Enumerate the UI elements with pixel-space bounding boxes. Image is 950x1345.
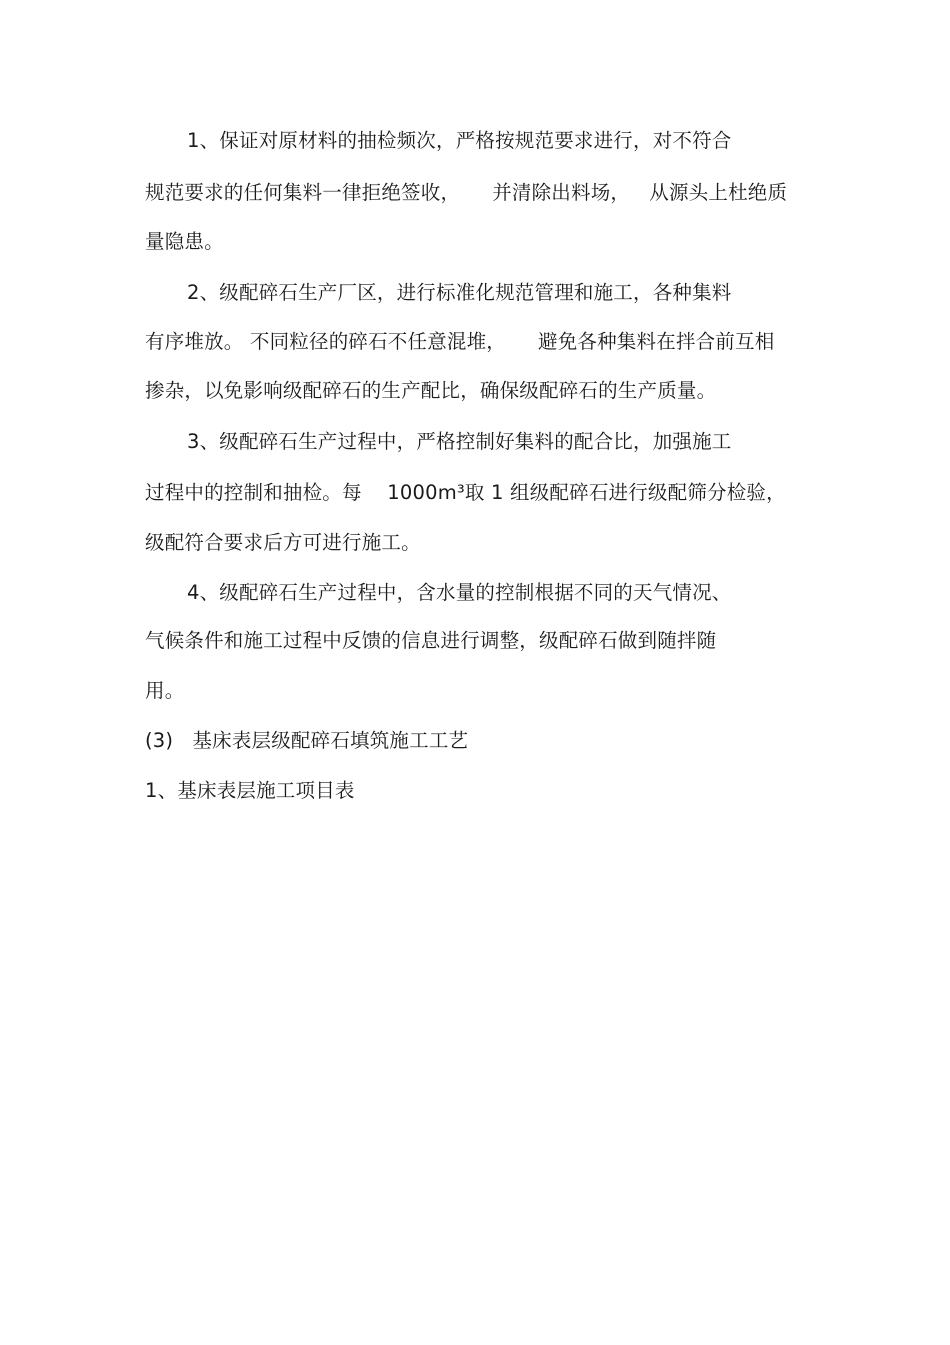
- paragraph-1-line-3: 量隐患。: [145, 230, 224, 253]
- paragraph-4-line-1: 4、级配碎石生产过程中，含水量的控制根据不同的天气情况、: [187, 581, 732, 604]
- paragraph-3-line-1: 3、级配碎石生产过程中，严格控制好集料的配合比，加强施工: [187, 430, 732, 453]
- section-heading: (3) 基床表层级配碎石填筑施工工艺: [145, 729, 469, 752]
- paragraph-2-line-2: 有序堆放。 不同粒径的碎石不任意混堆， 避免各种集料在拌合前互相: [145, 330, 775, 353]
- paragraph-2-line-3: 掺杂，以免影响级配碎石的生产配比，确保级配碎石的生产质量。: [145, 379, 717, 402]
- paragraph-3-line-3: 级配符合要求后方可进行施工。: [145, 531, 421, 554]
- paragraph-3-line-2: 过程中的控制和抽检。每 1000m³取 1 组级配碎石进行级配筛分检验，: [145, 481, 786, 504]
- paragraph-4-line-2: 气候条件和施工过程中反馈的信息进行调整，级配碎石做到随拌随: [145, 629, 717, 652]
- paragraph-1-line-1: 1、保证对原材料的抽检频次，严格按规范要求进行，对不符合: [187, 129, 732, 152]
- paragraph-4-line-3: 用。: [145, 679, 185, 702]
- subsection-heading: 1、基床表层施工项目表: [145, 779, 355, 802]
- paragraph-2-line-1: 2、级配碎石生产厂区，进行标准化规范管理和施工，各种集料: [187, 281, 732, 304]
- paragraph-1-line-2: 规范要求的任何集料一律拒绝签收， 并清除出料场， 从源头上杜绝质: [145, 181, 788, 204]
